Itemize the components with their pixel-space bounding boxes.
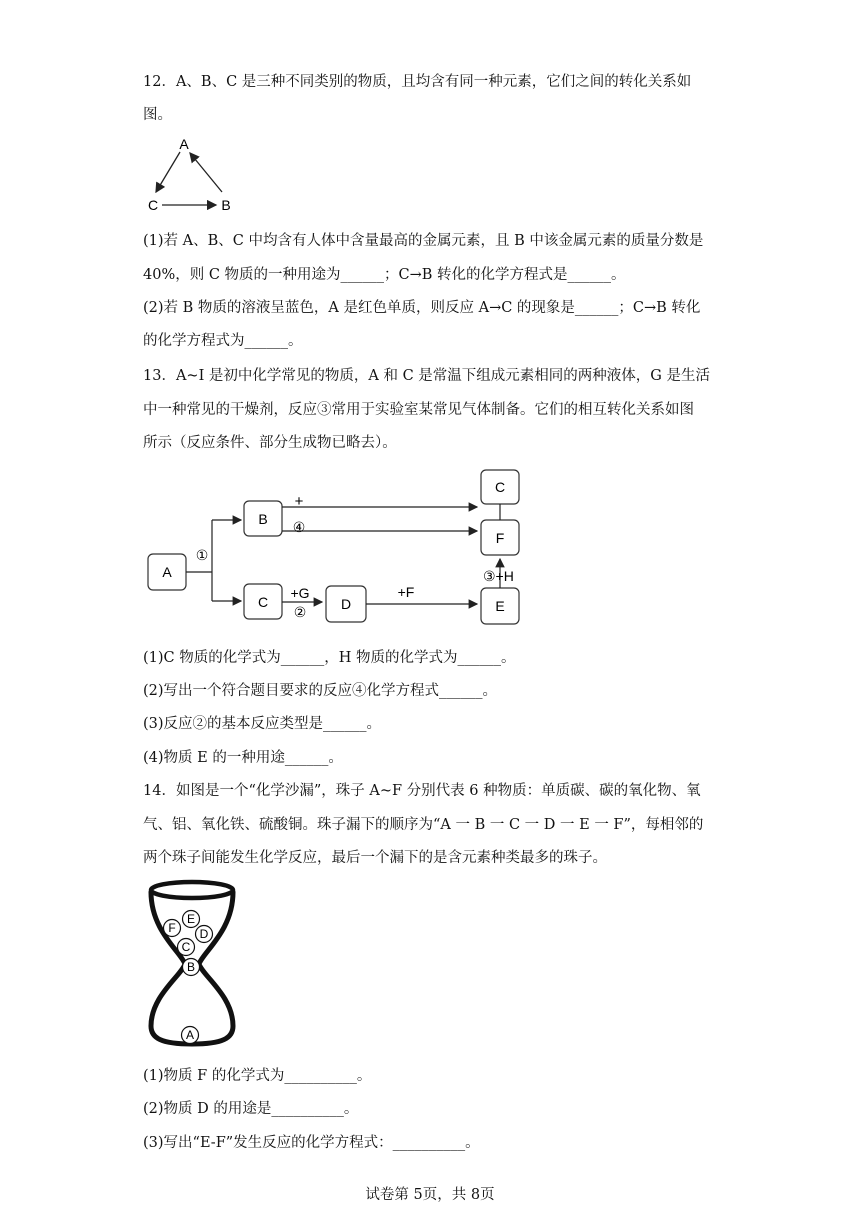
- hourglass-rim: [151, 882, 233, 898]
- box-f-label: F: [495, 530, 505, 546]
- bead-c-label: C: [181, 940, 191, 954]
- box-e-label: E: [495, 598, 505, 614]
- reaction-1-label: ①: [195, 547, 209, 563]
- q12-sub2-line-2: 的化学方程式为______。: [143, 333, 303, 349]
- q14-intro-line-2: 气、铝、氧化铁、硫酸铜。珠子漏下的顺序为“A 一 B 一 C 一 D 一 E 一 F”，每相邻的: [143, 817, 704, 833]
- page-footer: 试卷第 5页，共 8页: [365, 1187, 495, 1203]
- box-b-label: B: [258, 511, 268, 527]
- q12-node-b: B: [221, 197, 231, 213]
- reaction-2-label: ②: [293, 604, 307, 620]
- reaction-4-plus: +: [294, 493, 304, 510]
- q13-intro-line-1: 13．A~I 是初中化学常见的物质，A 和 C 是常温下组成元素相同的两种液体，G 是生活: [143, 368, 710, 384]
- reaction-4-label: ④: [292, 519, 306, 535]
- q12-sub1-line-1: (1)若 A、B、C 中均含有人体中含量最高的金属元素，且 B 中该金属元素的质量分数是: [143, 233, 704, 249]
- q14-sub2: (2)物质 D 的用途是__________。: [143, 1101, 359, 1117]
- q13-intro-line-3: 所示（反应条件、部分生成物已略去）。: [143, 435, 397, 451]
- q14-intro-line-3: 两个珠子间能发生化学反应，最后一个漏下的是含元素种类最多的珠子。: [143, 850, 607, 866]
- reaction-2-reagent: +G: [290, 585, 310, 601]
- box-c-top-label: C: [494, 479, 506, 495]
- box-a-label: A: [162, 564, 172, 580]
- q13-sub3: (3)反应②的基本反应类型是______。: [143, 716, 382, 732]
- q12-sub2-line-1: (2)若 B 物质的溶液呈蓝色，A 是红色单质，则反应 A→C 的现象是______；C→B 转化: [143, 300, 701, 316]
- bead-a-label: A: [185, 1028, 195, 1042]
- bead-e-label: E: [186, 912, 196, 926]
- reaction-d-e-reagent: +F: [397, 584, 415, 600]
- q12-intro-line-2: 图。: [143, 107, 172, 123]
- box-c-label: C: [257, 594, 269, 610]
- bead-d-label: D: [199, 927, 209, 941]
- q12-node-c: C: [147, 197, 159, 213]
- q14-hourglass-diagram: [143, 876, 243, 1050]
- reaction-3-label: ③+H: [483, 568, 514, 584]
- q12-intro-line-1: 12．A、B、C 是三种不同类别的物质，且均含有同一种元素，它们之间的转化关系如: [143, 74, 692, 90]
- q14-sub1: (1)物质 F 的化学式为__________。: [143, 1068, 372, 1084]
- q14-intro-line-1: 14．如图是一个“化学沙漏”，珠子 A~F 分别代表 6 种物质：单质碳、碳的氧化物、氧: [143, 783, 701, 799]
- q13-sub1: (1)C 物质的化学式为______，H 物质的化学式为______。: [143, 650, 516, 666]
- q13-sub2: (2)写出一个符合题目要求的反应④化学方程式______。: [143, 683, 498, 699]
- q13-flow-diagram: [140, 464, 540, 630]
- q13-sub4: (4)物质 E 的一种用途______。: [143, 750, 343, 766]
- arrow-a-to-c: [156, 152, 180, 192]
- q14-sub3: (3)写出“E-F”发生反应的化学方程式：__________。: [143, 1135, 480, 1151]
- bead-f-label: F: [168, 921, 176, 935]
- q12-sub1-line-2: 40%，则 C 物质的一种用途为______；C→B 转化的化学方程式是______。: [143, 267, 626, 283]
- bead-b-label: B: [186, 960, 196, 974]
- arrow-b-to-a: [190, 153, 222, 192]
- box-d-label: D: [340, 596, 352, 612]
- q12-node-a: A: [179, 136, 189, 152]
- q13-intro-line-2: 中一种常见的干燥剂，反应③常用于实验室某常见气体制备。它们的相互转化关系如图: [143, 402, 694, 418]
- q12-triangle-diagram: [140, 132, 250, 216]
